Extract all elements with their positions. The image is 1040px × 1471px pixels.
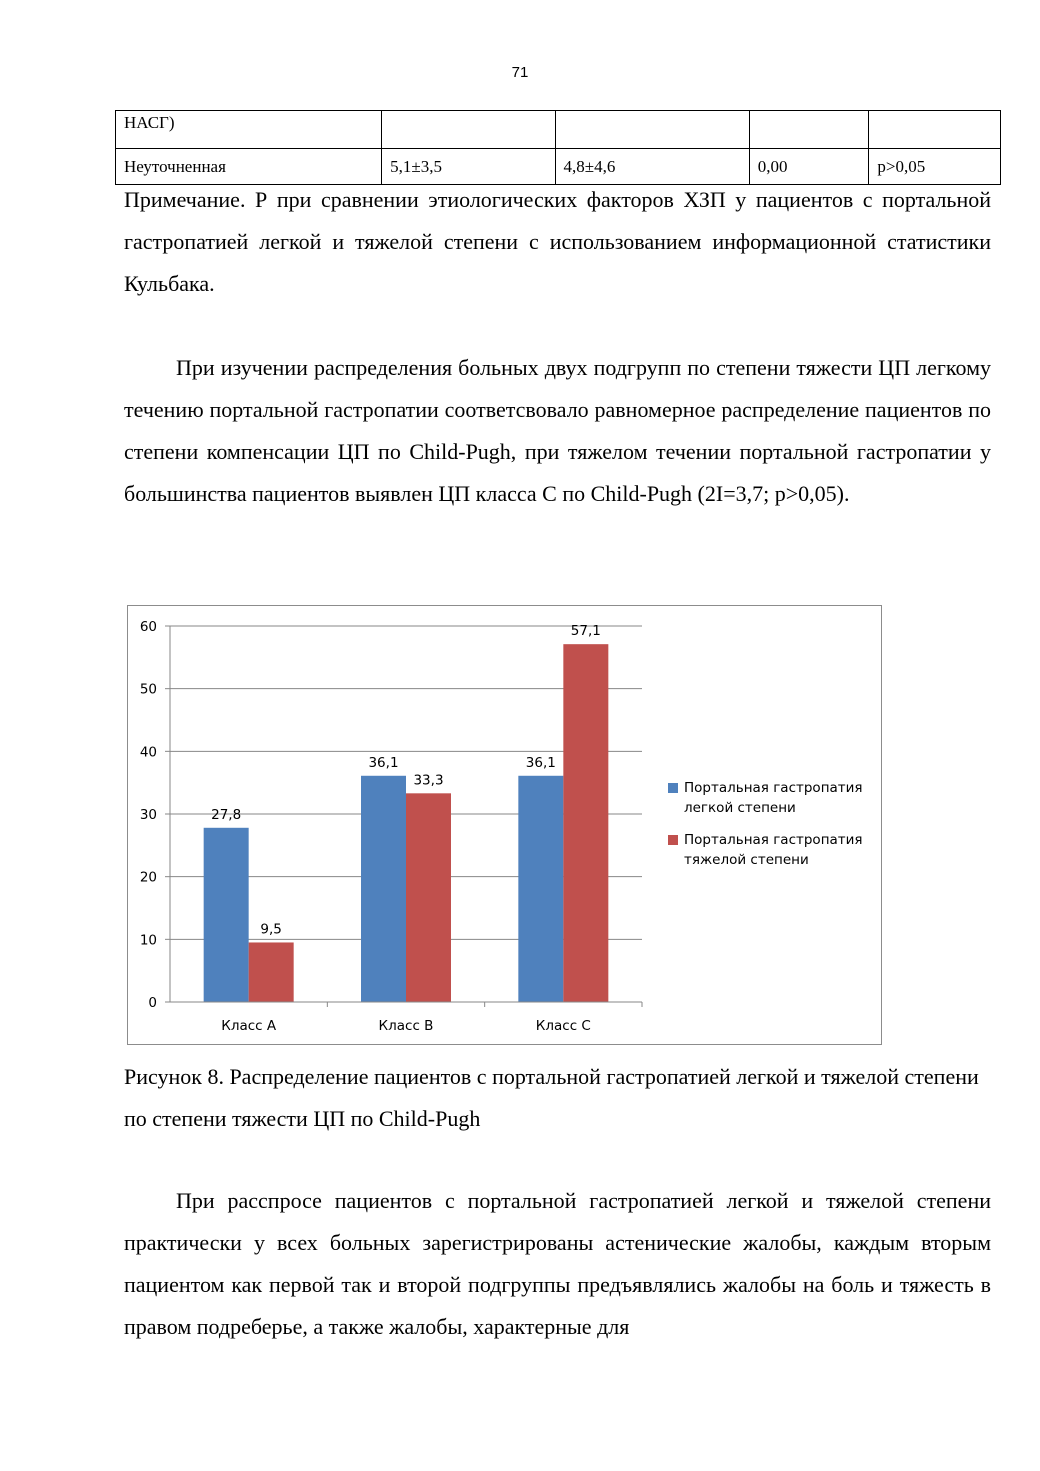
table-cell: 4,8±4,6: [555, 149, 749, 185]
table-row: [116, 111, 1001, 149]
table-cell: 5,1±3,5: [382, 149, 555, 185]
data-label: 33,3: [413, 772, 444, 789]
legend-item: [668, 778, 878, 818]
bar: [204, 828, 249, 1002]
data-label: 36,1: [525, 754, 556, 771]
data-label: 27,8: [211, 806, 242, 823]
bar: [518, 776, 563, 1002]
legend-item: [668, 830, 878, 870]
legend-swatch: [668, 835, 678, 845]
bar: [361, 776, 406, 1002]
data-label: 36,1: [368, 754, 399, 771]
table-cell: [555, 111, 749, 149]
y-tick-label: 10: [139, 932, 157, 949]
chart-legend: [668, 778, 878, 882]
bar-chart: [127, 605, 882, 1045]
x-tick-label: Класс В: [378, 1018, 434, 1034]
table-cell: [749, 111, 869, 149]
y-tick-label: 0: [148, 995, 157, 1011]
table-cell: НАСГ): [116, 111, 382, 149]
table-cell: [869, 111, 1001, 149]
data-label: 9,5: [260, 921, 282, 938]
bar: [249, 942, 294, 1002]
bar: [406, 793, 451, 1002]
table-cell: p>0,05: [869, 149, 1001, 185]
bar: [563, 644, 608, 1002]
x-tick-label: Класс С: [535, 1018, 591, 1034]
table-cell: Неуточненная: [116, 149, 382, 185]
table-cell: 0,00: [749, 149, 869, 185]
table-note: Примечание. Р при сравнении этиологических факторов ХЗП у пациентов с портальной гастропатией легкой и тяжелой степени с использованием информационной статистики Кульбака.: [124, 187, 991, 296]
y-tick-label: 30: [139, 807, 157, 823]
legend-swatch: [668, 783, 678, 793]
x-tick-label: Класс А: [221, 1018, 277, 1034]
y-tick-label: 40: [139, 744, 157, 761]
y-tick-label: 60: [139, 619, 157, 635]
paragraph: При расспросе пациентов с портальной гастропатией легкой и тяжелой степени практически у всех больных зарегистрированы астенические жалобы, каждым вторым пациентом как первой так и второй подгруппы предъявлялись жалобы на боль и тяжесть в правом подреберье, а также жалобы, характерные для: [124, 1188, 991, 1339]
legend-label: Портальная гастропатия легкой степени: [684, 780, 863, 816]
y-tick-label: 20: [139, 869, 157, 886]
etiology-table: [115, 110, 1001, 185]
data-label: 57,1: [570, 623, 601, 640]
page-number: 71: [511, 64, 529, 81]
paragraph: При изучении распределения больных двух подгрупп по степени тяжести ЦП легкому течению портальной гастропатии соответсвовало равномерное распределение пациентов по степени компенсации ЦП по Child-Pugh, при тяжелом течении портальной гастропатии у большинства пациентов выявлен ЦП класса С по Child-Pugh (2I=3,7; p>0,05).: [124, 355, 991, 506]
legend-label: Портальная гастропатия тяжелой степени: [684, 832, 863, 868]
table-cell: [382, 111, 555, 149]
figure-caption: Рисунок 8. Распределение пациентов с портальной гастропатией легкой и тяжелой степени по степени тяжести ЦП по Child-Pugh: [124, 1064, 979, 1131]
y-tick-label: 50: [139, 681, 157, 698]
